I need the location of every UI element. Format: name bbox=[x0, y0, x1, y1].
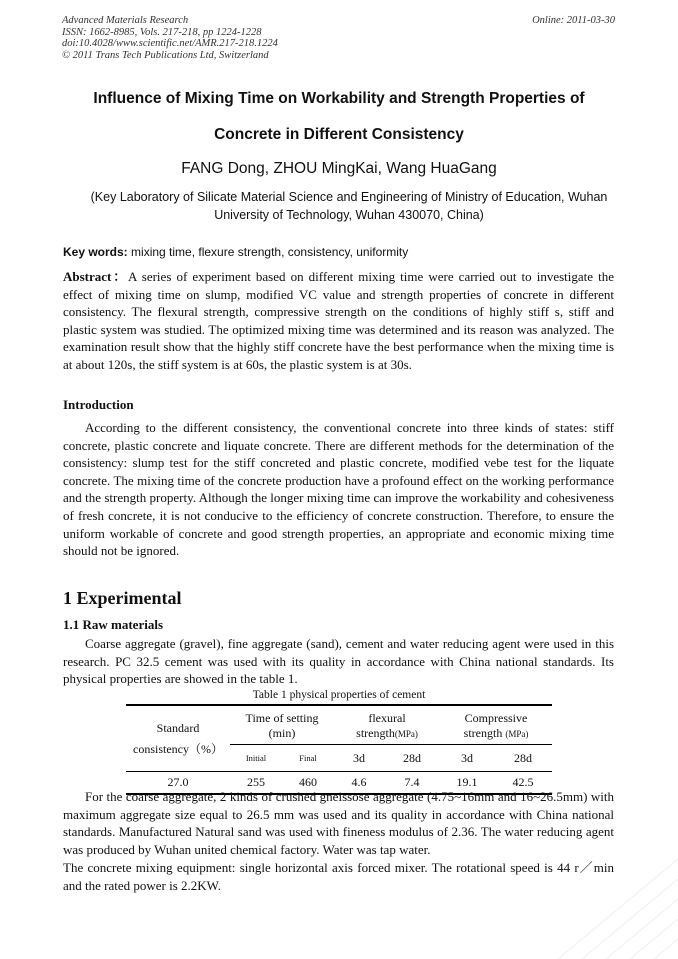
keywords-label: Key words: bbox=[63, 245, 128, 259]
affiliation-line-2: University of Technology, Wuhan 430070, China) bbox=[214, 208, 484, 222]
section-1-heading: 1 Experimental bbox=[63, 588, 182, 608]
header-setting-unit: (min) bbox=[230, 726, 334, 745]
header-std-line-1: Standard bbox=[156, 720, 200, 735]
cell-comp-28d: 42.5 bbox=[494, 772, 552, 795]
keywords-text: mixing time, flexure strength, consistency, uniformity bbox=[131, 245, 409, 259]
comp-unit: (MPa) bbox=[505, 729, 529, 739]
header-compressive-strength bbox=[440, 726, 552, 745]
keywords bbox=[63, 245, 408, 259]
cell-flex-28d: 7.4 bbox=[384, 772, 440, 795]
sub-initial: Initial bbox=[230, 745, 282, 772]
author-list: FANG Dong, ZHOU MingKai, Wang HuaGang bbox=[181, 160, 497, 177]
affiliation bbox=[60, 188, 638, 224]
cell-initial: 255 bbox=[230, 772, 282, 795]
cell-flex-3d: 4.6 bbox=[334, 772, 384, 795]
header-compressive: Compressive bbox=[464, 711, 528, 725]
comp-strength-label: strength bbox=[463, 726, 503, 740]
flex-unit: (MPa) bbox=[394, 729, 418, 739]
doi-line: doi:10.4028/www.scientific.net/AMR.217-218.1224 bbox=[62, 38, 278, 49]
sub-flex-28d: 28d bbox=[384, 745, 440, 772]
issn-line: ISSN: 1662-8985, Vols. 217-218, pp 1224-1228 bbox=[62, 26, 262, 38]
abstract bbox=[63, 268, 614, 374]
online-date: Online: 2011-03-30 bbox=[532, 15, 615, 26]
table-1 bbox=[126, 704, 552, 795]
introduction-heading: Introduction bbox=[63, 397, 134, 412]
paper-title-line-1: Influence of Mixing Time on Workability and Strength Properties of bbox=[93, 90, 585, 107]
journal-name: Advanced Materials Research bbox=[62, 15, 189, 26]
introduction-text: According to the different consistency, the conventional concrete into three kinds of states: stiff concrete, plastic concrete and liquate concrete. There are different methods for the determination of the consistency: slump test for the stiff concreted and plastic concrete, modified vebe test for the liquate concrete. The mixing time of the concrete production have a profound effect on the working performance and the strength property. Although the longer mixing time can improve the workability and cohesiveness of fresh concrete, it is not conducive to the efficiency of concrete construction. Therefore, to ensure the uniform workable of concrete and good strength properties, an appropriate and economic mixing time should not be ignored. bbox=[63, 420, 614, 559]
coarse-aggregate-text: For the coarse aggregate, 2 kinds of crushed gneissose aggregate (4.75~16mm and 16~26.5mm) with maximum aggregate size equal to 26.5 mm was used and its quality in accordance with China national standards. Manufactured Natural sand was used with fineness modulus of 2.36. The water reducing agent was produced by Wuhan united chemical factory. Water was tap water. bbox=[63, 789, 614, 857]
affiliation-line-1: (Key Laboratory of Silicate Material Science and Engineering of Ministry of Education, Wuhan bbox=[90, 190, 608, 204]
cell-consistency: 27.0 bbox=[126, 772, 230, 795]
paper-title-line-2: Concrete in Different Consistency bbox=[214, 126, 464, 143]
header-standard-consistency bbox=[126, 705, 230, 772]
sub-comp-28d: 28d bbox=[494, 745, 552, 772]
sub-flex-3d: 3d bbox=[334, 745, 384, 772]
header-std-line-2: consistency（%） bbox=[133, 741, 223, 756]
abstract-label: Abstract： bbox=[63, 269, 129, 284]
raw-materials-text: Coarse aggregate (gravel), fine aggregate (sand), cement and water reducing agent were used in this research. PC 32.5 cement was used with its quality in accordance with China national standards. Its physical properties are showed in the table 1. bbox=[63, 636, 614, 687]
sub-final: Final bbox=[282, 745, 334, 772]
header-flexural-strength bbox=[334, 726, 440, 745]
table-1-caption: Table 1 physical properties of cement bbox=[252, 689, 426, 701]
table-header-row-1 bbox=[126, 705, 552, 726]
journal-header bbox=[62, 15, 278, 61]
sub-comp-3d: 3d bbox=[440, 745, 494, 772]
header-flexural: flexural bbox=[368, 711, 406, 725]
watermark-decoration bbox=[498, 839, 678, 959]
header-time-of-setting: Time of setting bbox=[245, 711, 319, 725]
abstract-text: A series of experiment based on different mixing time were carried out to investigate the effect of mixing time on slump, modified VC value and strength properties of concrete in different consistency. The flexural strength, compressive strength on the conditions of highly stiff s, stiff and plastic system was studied. The optimized mixing time was determined and its reason was analyzed. The examination result show that the highly stiff concrete have the best performance when the mixing time is at about 120s, the stiff system is at 60s, the plastic system is at 30s. bbox=[63, 269, 614, 372]
cell-final: 460 bbox=[282, 772, 334, 795]
section-1-1-heading: 1.1 Raw materials bbox=[63, 617, 164, 632]
cell-comp-3d: 19.1 bbox=[440, 772, 494, 795]
flex-strength-label: strength bbox=[356, 726, 395, 740]
copyright-line: © 2011 Trans Tech Publications Ltd, Switzerland bbox=[62, 49, 269, 61]
mixer-text: The concrete mixing equipment: single horizontal axis forced mixer. The rotational speed is 44 r／min and the rated power is 2.2KW. bbox=[63, 860, 614, 893]
